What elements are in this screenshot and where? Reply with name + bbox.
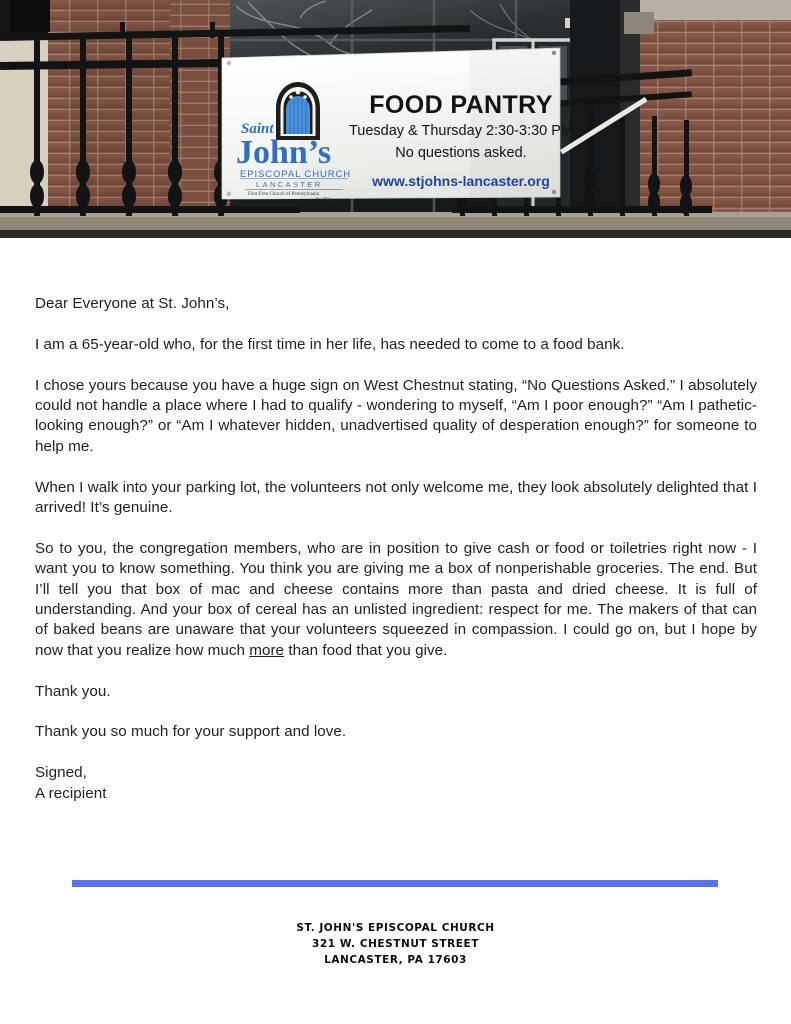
logo-est-text: Est. 1853 — [316, 197, 330, 201]
logo-tagline-text: First Free Church of Pennsylvania — [248, 191, 320, 197]
footer-divider-rule — [72, 880, 718, 887]
church-entrance-photo — [0, 0, 791, 238]
gothic-door-icon — [276, 82, 320, 140]
banner-website-text: www.stjohns-lancaster.org — [372, 173, 550, 189]
logo-saint-text: Saint — [241, 121, 274, 137]
letter-body — [35, 238, 757, 804]
letter-paragraph-4 — [35, 539, 757, 661]
header-photograph — [0, 0, 791, 238]
banner-headline-text: FOOD PANTRY — [369, 91, 553, 119]
signoff-line-2: A recipient — [35, 784, 107, 802]
paragraph-spacer — [35, 355, 757, 375]
banner-hours-text: Tuesday & Thursday 2:30-3:30 PM — [348, 123, 574, 139]
letter-paragraph-1: I am a 65-year-old who, for the first time in her life, has needed to come to a food bank. — [35, 335, 625, 353]
paragraph-spacer — [35, 518, 757, 538]
letter-salutation: Dear Everyone at St. John’s, — [35, 295, 230, 312]
footer-street-address: 321 W. CHESTNUT STREET — [312, 938, 479, 950]
paragraph-spacer — [35, 743, 757, 763]
paragraph-spacer — [35, 457, 757, 477]
signoff-line-1: Signed, — [35, 764, 87, 782]
paragraph-spacer — [35, 314, 757, 334]
paragraph-4-text-before-emphasis: So to you, the congregation members, who are in position to give cash or food or toiletries right now - I want you to know something. You think you are giving me a box of nonperishable groceries. The end. But I’ll tell you that box of mac and cheese contains more than pasta and dried cheese. It is full of understanding. And your box of cereal has an unlisted ingredient: respect for me. The makers of that can of baked beans are unaware that your volunteers squeezed in compassion. I could go on, but I hope by now that you realize how much — [35, 539, 757, 659]
logo-johns-text: John’s — [236, 134, 332, 171]
letter-paragraph-2: I chose yours because you have a huge sign on West Chestnut stating, “No Questions Asked.” I absolutely could not handle a place where I had to qualify - wondering to myself, “Am I poor enough?” “Am I pathetic-looking enough?” or “Am I whatever hidden, unadvertised quality of desperation enough?” for someone to help me. — [35, 376, 757, 455]
paragraph-spacer — [35, 661, 757, 681]
logo-episcopal-church-text: EPISCOPAL CHURCH — [240, 169, 352, 180]
banner-policy-text: No questions asked. — [395, 145, 527, 161]
paragraph-spacer — [35, 702, 757, 722]
letter-thanks-long: Thank you so much for your support and love. — [35, 723, 347, 741]
footer-organization-name: ST. JOHN'S EPISCOPAL CHURCH — [296, 922, 495, 934]
paragraph-4-text-after-emphasis: than food that you give. — [284, 641, 448, 659]
letter-thanks-short: Thank you. — [35, 682, 111, 700]
emphasized-word-more: more — [249, 641, 285, 659]
footer-city-state-zip: LANCASTER, PA 17603 — [324, 954, 467, 966]
footer-address-block — [0, 920, 791, 968]
food-pantry-banner — [222, 48, 573, 201]
letter-signoff — [35, 763, 757, 804]
letter-paragraph-3: When I walk into your parking lot, the volunteers not only welcome me, they look absolutely delighted that I arrived! It’s genuine. — [35, 478, 757, 517]
logo-lancaster-text: LANCASTER — [256, 180, 323, 189]
